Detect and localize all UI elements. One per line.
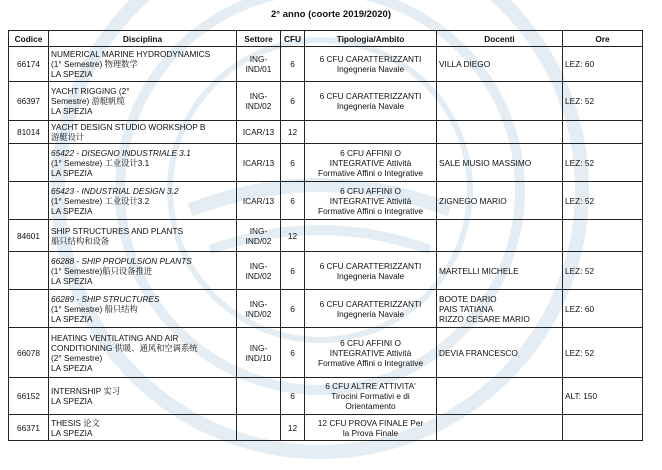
cell-cfu: 12 (281, 415, 305, 441)
cell-tipologia (305, 290, 437, 328)
cell-docenti (437, 415, 563, 441)
cell-tipologia-line: 6 CFU AFFINI O (340, 185, 401, 196)
col-header-codice: Codice (9, 31, 49, 47)
cell-docenti-line: DEVIA FRANCESCO (439, 347, 518, 358)
cell-tipologia-line: 6 CFU AFFINI O (340, 337, 401, 348)
table-row (9, 121, 643, 144)
cell-disciplina-line: (1° Semestre) 工业设计3.1 (51, 157, 150, 168)
cell-docenti-line: RIZZO CESARE MARIO (439, 313, 530, 324)
cell-codice: 66174 (9, 47, 49, 82)
cell-disciplina-line: (1° Semestre) 船只结构 (51, 303, 138, 314)
cell-cfu: 6 (281, 144, 305, 182)
cell-docenti-line: ZIGNEGO MARIO (439, 195, 507, 206)
cell-settore-line: IND/02 (245, 270, 272, 281)
cell-codice (9, 144, 49, 182)
cell-disciplina-line: LA SPEZIA (51, 396, 93, 406)
table-row (9, 182, 643, 220)
cell-ore: LEZ: 52 (563, 144, 643, 182)
cell-settore (237, 378, 281, 415)
cell-settore (237, 220, 281, 252)
cell-codice: 66397 (9, 82, 49, 121)
cell-settore-line: ICAR/13 (242, 195, 275, 206)
col-header-disciplina: Disciplina (49, 31, 237, 47)
cell-settore-line: ICAR/13 (242, 157, 275, 168)
cell-tipologia-line: 12 CFU PROVA FINALE Per (317, 417, 424, 428)
cell-codice: 66371 (9, 415, 49, 441)
cell-cfu: 12 (281, 121, 305, 144)
cell-disciplina-line: SHIP STRUCTURES AND PLANTS (51, 225, 184, 236)
cell-tipologia-line: la Prova Finale (342, 427, 399, 438)
cell-settore-line: IND/01 (245, 64, 272, 74)
cell-disciplina (49, 378, 237, 415)
cell-disciplina (49, 121, 237, 144)
curriculum-table (8, 30, 643, 441)
cell-settore (237, 47, 281, 82)
cell-disciplina-line: THESIS 论文 (51, 417, 100, 428)
cell-docenti-line: SALE MUSIO MASSIMO (439, 157, 532, 168)
cell-disciplina-line: LA SPEZIA (51, 69, 93, 79)
cell-disciplina (49, 415, 237, 441)
cell-disciplina-line: YACHT DESIGN STUDIO WORKSHOP B (51, 122, 206, 132)
cell-settore-line: ING- (249, 91, 268, 101)
cell-settore-line: IND/02 (245, 235, 272, 246)
cell-disciplina-line: Semestre) 游艇帆缆 (51, 96, 125, 106)
table-row (9, 252, 643, 290)
cell-docenti (437, 252, 563, 290)
cell-disciplina-line: LA SPEZIA (51, 167, 93, 178)
cell-codice: 84601 (9, 220, 49, 252)
cell-disciplina-line: LA SPEZIA (51, 275, 93, 286)
cell-tipologia-line: 6 CFU CARATTERIZZANTI (319, 91, 422, 101)
cell-docenti (437, 121, 563, 144)
cell-tipologia-line: INTEGRATIVE Attività (329, 157, 412, 168)
cell-docenti-line: BOOTE DARIO (439, 293, 497, 304)
cell-disciplina-line: 游艇设计 (51, 132, 85, 142)
cell-tipologia (305, 82, 437, 121)
cell-settore-line: IND/02 (245, 101, 272, 111)
cell-disciplina-line: CONDITIONING 供暖、通风和空调系统 (51, 342, 198, 353)
cell-tipologia (305, 220, 437, 252)
cell-disciplina-line: LA SPEZIA (51, 313, 93, 324)
cell-tipologia (305, 47, 437, 82)
cell-disciplina-line: LA SPEZIA (51, 106, 93, 116)
cell-codice (9, 290, 49, 328)
cell-ore (563, 415, 643, 441)
cell-cfu: 6 (281, 182, 305, 220)
cell-disciplina-line: (1° Semestre) 工业设计3.2 (51, 195, 150, 206)
cell-ore: LEZ: 52 (563, 182, 643, 220)
cell-tipologia-line: Formative Affini o Integrative (318, 357, 423, 368)
cell-disciplina (49, 82, 237, 121)
col-header-ore: Ore (563, 31, 643, 47)
cell-cfu: 6 (281, 47, 305, 82)
cell-tipologia-line: Formative Affini o Integrative (318, 205, 423, 216)
cell-docenti (437, 82, 563, 121)
cell-tipologia (305, 415, 437, 441)
table-row (9, 47, 643, 82)
cell-ore: LEZ: 60 (563, 47, 643, 82)
cell-settore-line: ING- (249, 54, 268, 64)
cell-settore (237, 182, 281, 220)
cell-tipologia-line: INTEGRATIVE Attività (329, 347, 412, 358)
cell-tipologia-line: Ingegneria Navale (336, 270, 405, 281)
cell-settore (237, 144, 281, 182)
cell-docenti (437, 378, 563, 415)
cell-ore: ALT: 150 (563, 378, 643, 415)
cell-tipologia-line: 6 CFU CARATTERIZZANTI (319, 260, 422, 271)
cell-disciplina-line: INTERNSHIP 实习 (51, 386, 120, 396)
cell-ore (563, 220, 643, 252)
cell-disciplina-line: (1° Semestre)船只设备推进 (51, 265, 153, 276)
cell-tipologia-line: 6 CFU ALTRE ATTIVITA' (325, 381, 416, 391)
cell-settore (237, 328, 281, 378)
cell-disciplina (49, 144, 237, 182)
cell-tipologia-line: Ingegneria Navale (336, 101, 405, 111)
cell-cfu: 6 (281, 82, 305, 121)
cell-cfu: 6 (281, 290, 305, 328)
cell-cfu: 12 (281, 220, 305, 252)
cell-tipologia (305, 121, 437, 144)
cell-disciplina-line: (1° Semestre) 物理数学 (51, 59, 138, 69)
cell-docenti (437, 290, 563, 328)
cell-settore (237, 252, 281, 290)
cell-settore-line: ING- (249, 298, 268, 309)
cell-docenti-line: PAIS TATIANA (439, 303, 494, 314)
table-row (9, 144, 643, 182)
cell-ore: LEZ: 52 (563, 328, 643, 378)
cell-disciplina-line: 65422 - DISEGNO INDUSTRIALE 3.1 (51, 147, 191, 158)
col-header-docenti: Docenti (437, 31, 563, 47)
cell-tipologia-line: Formative Affini o Integrative (318, 167, 423, 178)
cell-tipologia (305, 378, 437, 415)
cell-tipologia-line: 6 CFU CARATTERIZZANTI (319, 54, 422, 64)
col-header-settore: Settore (237, 31, 281, 47)
cell-settore-line: ING- (249, 225, 268, 236)
cell-disciplina (49, 328, 237, 378)
cell-disciplina-line: LA SPEZIA (51, 205, 93, 216)
cell-disciplina-line: 船只结构和设备 (51, 235, 110, 246)
cell-tipologia-line: Tirocini Formativi e di (331, 391, 410, 401)
cell-ore (563, 121, 643, 144)
cell-tipologia-line: INTEGRATIVE Attività (329, 195, 412, 206)
cell-docenti (437, 144, 563, 182)
cell-settore (237, 290, 281, 328)
cell-settore-line: ING- (249, 342, 268, 353)
table-row (9, 415, 643, 441)
cell-disciplina-line: HEATING VENTILATING AND AIR (51, 332, 179, 343)
cell-disciplina-line: YACHT RIGGING (2° (51, 86, 130, 96)
table-row (9, 328, 643, 378)
cell-disciplina (49, 47, 237, 82)
cell-disciplina-line: 66288 - SHIP PROPULSION PLANTS (51, 255, 192, 266)
cell-tipologia-line: Orientamento (345, 401, 396, 411)
cell-disciplina-line: NUMERICAL MARINE HYDRODYNAMICS (51, 49, 211, 59)
cell-disciplina (49, 252, 237, 290)
cell-tipologia-line: 6 CFU CARATTERIZZANTI (319, 298, 422, 309)
cell-ore: LEZ: 60 (563, 290, 643, 328)
cell-disciplina (49, 220, 237, 252)
cell-tipologia-line: Ingegneria Navale (336, 308, 405, 319)
cell-disciplina-line: 66289 - SHIP STRUCTURES (51, 293, 160, 304)
cell-cfu: 6 (281, 378, 305, 415)
cell-disciplina (49, 290, 237, 328)
cell-settore-line: ICAR/13 (242, 127, 275, 137)
cell-codice: 81014 (9, 121, 49, 144)
cell-codice: 66078 (9, 328, 49, 378)
cell-settore-line: IND/10 (245, 352, 272, 363)
cell-settore (237, 121, 281, 144)
cell-tipologia (305, 328, 437, 378)
cell-cfu: 6 (281, 252, 305, 290)
cell-docenti (437, 220, 563, 252)
cell-codice: 66152 (9, 378, 49, 415)
cell-ore: LEZ: 52 (563, 82, 643, 121)
col-header-tipologia: Tipologia/Ambito (305, 31, 437, 47)
cell-settore-line: IND/02 (245, 308, 272, 319)
cell-settore (237, 415, 281, 441)
page-heading: 2° anno (coorte 2019/2020) (271, 9, 391, 20)
cell-docenti (437, 47, 563, 82)
cell-tipologia-line: 6 CFU AFFINI O (340, 147, 401, 158)
cell-docenti (437, 328, 563, 378)
cell-docenti (437, 182, 563, 220)
cell-tipologia (305, 252, 437, 290)
cell-disciplina-line: LA SPEZIA (51, 362, 93, 373)
cell-disciplina-line: (2° Semestre) (51, 352, 103, 363)
cell-codice (9, 252, 49, 290)
cell-tipologia-line: Ingegneria Navale (336, 64, 405, 74)
table-row (9, 290, 643, 328)
table-header-row (9, 31, 643, 47)
cell-disciplina (49, 182, 237, 220)
cell-disciplina-line: 65423 - INDUSTRIAL DESIGN 3.2 (51, 185, 179, 196)
cell-ore: LEZ: 52 (563, 252, 643, 290)
cell-tipologia (305, 182, 437, 220)
cell-docenti-line: MARTELLI MICHELE (439, 265, 519, 276)
cell-tipologia (305, 144, 437, 182)
cell-cfu: 6 (281, 328, 305, 378)
cell-settore-line: ING- (249, 260, 268, 271)
cell-disciplina-line: LA SPEZIA (51, 427, 93, 438)
table-row (9, 82, 643, 121)
col-header-cfu: CFU (281, 31, 305, 47)
cell-settore (237, 82, 281, 121)
table-row (9, 378, 643, 415)
cell-codice (9, 182, 49, 220)
cell-docenti-line: VILLA DIEGO (439, 59, 491, 69)
table-row (9, 220, 643, 252)
